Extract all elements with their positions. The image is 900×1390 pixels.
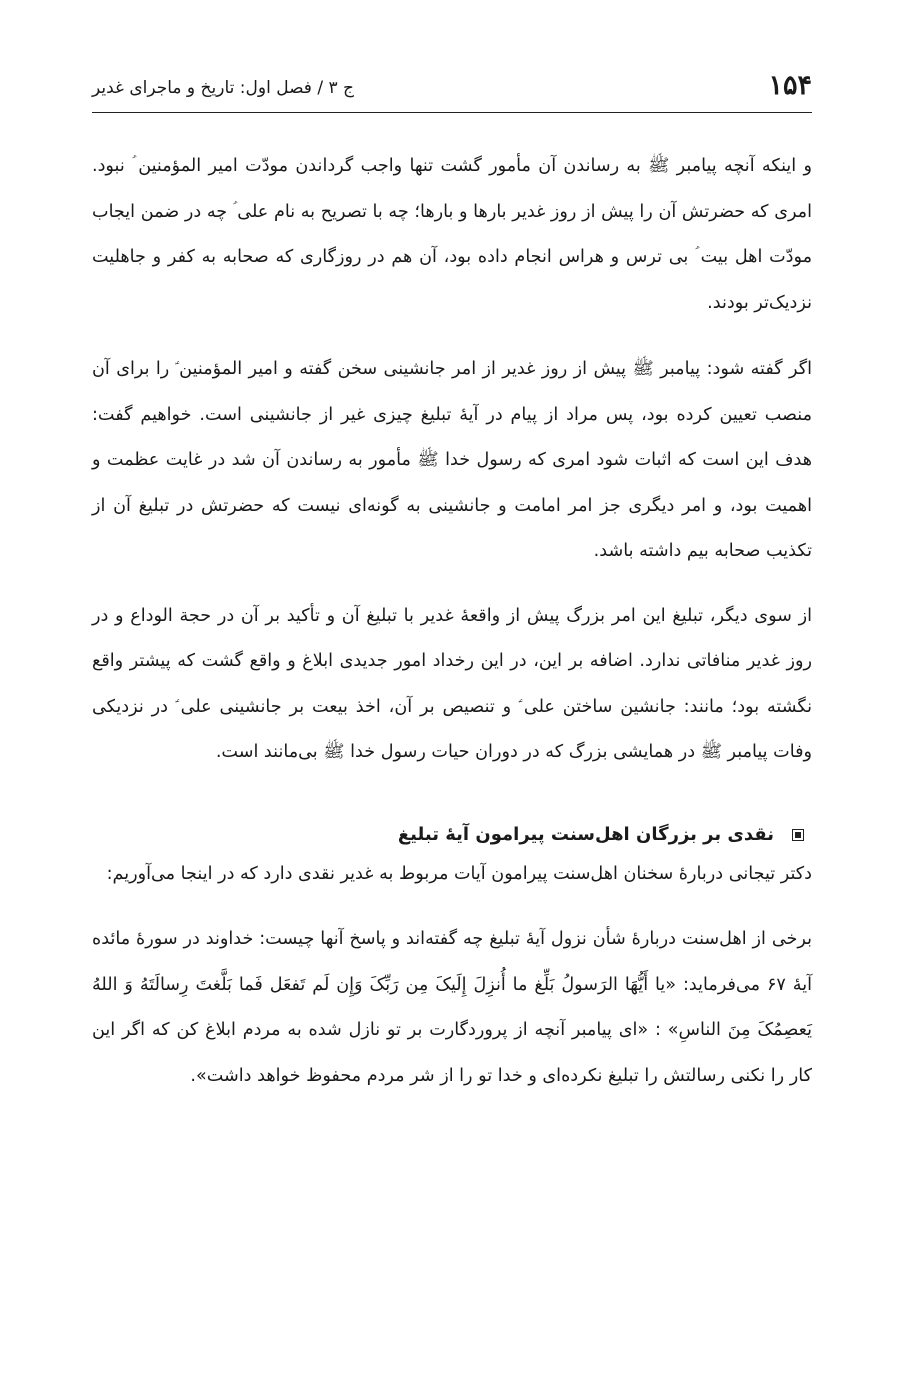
quoted-passage: برخی از اهل‌سنت دربارهٔ شأن نزول آیهٔ تبلیغ چه گفته‌اند و پاسخ آنها چیست: خداوند در سورهٔ مائده آیهٔ ۶۷ می‌فرماید: «یا أَیُّهَا الرَسولُ بَلِّغ ما أُنزِلَ إِلَیکَ مِن رَبِّکَ وَإِن لَم تَفعَل فَما بَلَّغتَ رِسالَتَهُ وَ اللهُ یَعصِمُکَ مِنَ الناسِ» : «ای پیامبر آنچه از پروردگارت بر تو نازل شده به مردم ابلاغ کن که اگر این کار را نکنی رسالتش را تبلیغ نکرده‌ای و خدا تو را از شر مردم محفوظ خواهد داشت».	[92, 929, 812, 1086]
paragraph-2: اگر گفته شود: پیامبر ﷺ پیش از روز غدیر از امر جانشینی سخن گفته و امیر المؤمنین ؑ را برای آن منصب تعیین کرده بود، پس مراد از پیام در آیهٔ تبلیغ چیزی غیر از جانشینی است. خواهیم گفت: هدف این است که اثبات شود امری که رسول خدا ﷺ مأمور به رساندن آن شد در غایت عظمت و اهمیت بود، و امر دیگری جز امر امامت و جانشینی به گونه‌ای نیست که حضرتش در تبلیغ آن از تکذیب صحابه بیم داشته باشد.	[92, 359, 812, 561]
page-number: ۱۵۴	[768, 70, 812, 101]
section-heading	[92, 818, 812, 852]
section-intro: دکتر تیجانی دربارهٔ سخنان اهل‌سنت پیرامون آیات مربوط به غدیر نقدی دارد که در اینجا می‌آوریم:	[106, 863, 812, 884]
running-header	[92, 60, 812, 113]
square-bullet-icon	[792, 829, 804, 841]
section-heading-text: نقدی بر بزرگان اهل‌سنت پیرامون آیهٔ تبلیغ	[397, 823, 774, 845]
book-page	[92, 60, 812, 1099]
paragraph-1: و اینکه آنچه پیامبر ﷺ به رساندن آن مأمور گشت تنها واجب گرداندن مودّت امیر المؤمنین ؑ نبود. امری که حضرتش آن را پیش از روز غدیر بارها و بارها؛ چه با تصریح به نام علی ؑ چه در ضمن ایجاب مودّت اهل بیت ؑ بی ترس و هراس انجام داده بود، آن هم در روزگاری که صحابه به کفر و جاهلیت نزدیک‌تر بودند.	[92, 156, 812, 313]
chapter-title: ج ۳ / فصل اول: تاریخ و ماجرای غدیر	[92, 78, 355, 98]
paragraph-3: از سوی دیگر، تبلیغ این امر بزرگ پیش از واقعهٔ غدیر با تبلیغ آن و تأکید بر آن در حجة الوداع و در روز غدیر منافاتی ندارد. اضافه بر این، در این رخداد امور جدیدی ابلاغ و واقع گشت که پیشتر واقع نگشته بود؛ مانند: جانشین ساختن علی ؑ و تنصیص بر آن، اخذ بیعت بر جانشینی علی ؑ در نزدیکی وفات پیامبر ﷺ در همایشی بزرگ که در دوران حیات رسول خدا ﷺ بی‌مانند است.	[92, 605, 812, 762]
